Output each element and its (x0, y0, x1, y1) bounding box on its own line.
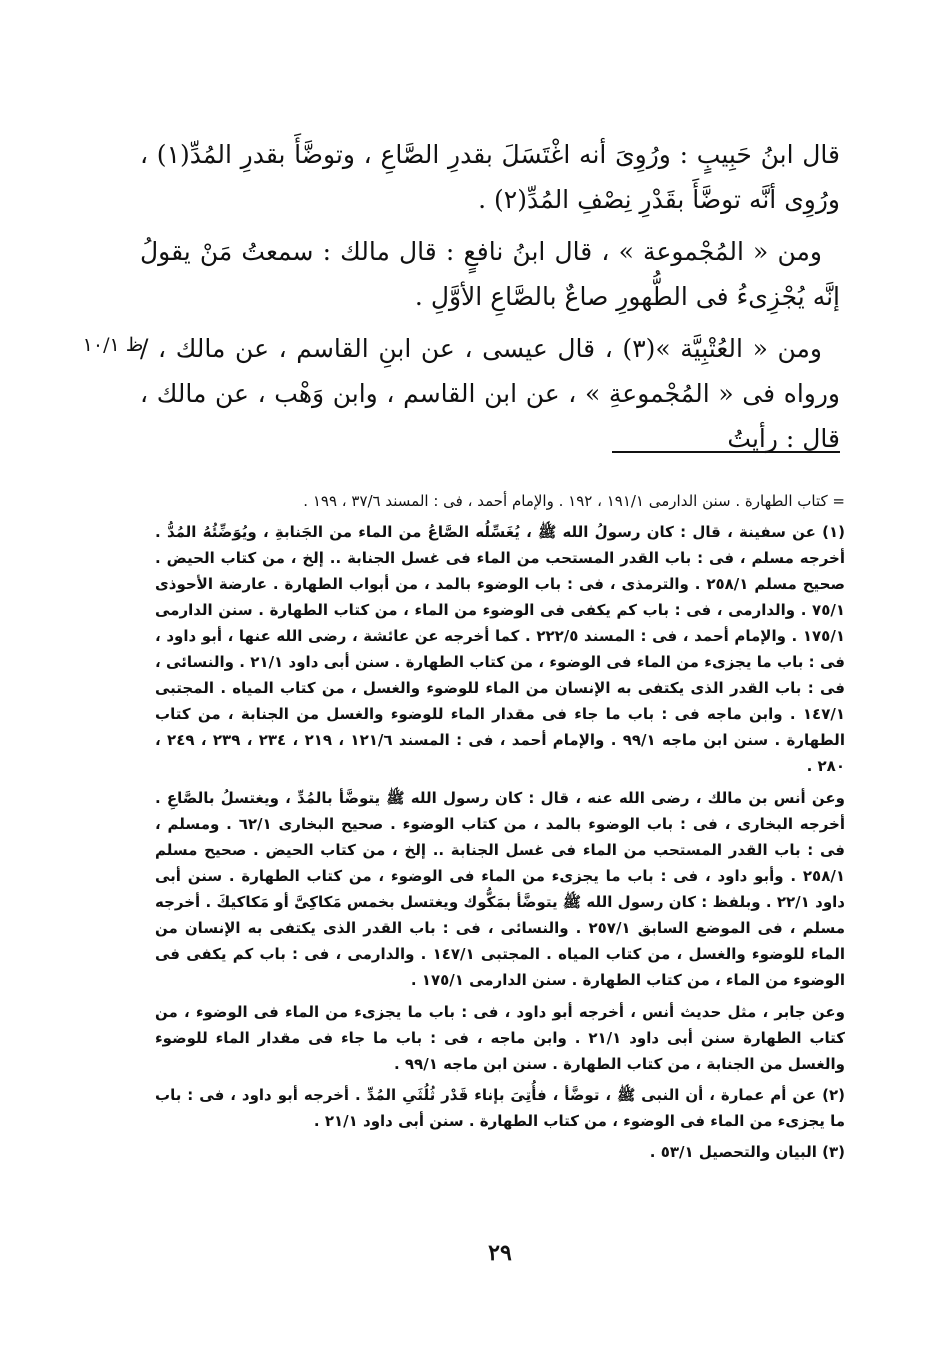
footnote-3: (٣) البيان والتحصيل ٥٣/١ . (649, 1143, 845, 1161)
footnote-1-jabir: وعن جابر ، مثل حديث أنس ، أخرجه أبو داود ، فى : باب ما يجزىء من الماء فى الوضوء ، من كتاب الطهارة سنن أبى داود ٢١/١ . وابن ماجه ، فى : باب ما جاء فى مقدار الماء للوضوء والغسل من الجنابة ، من كتاب الطهارة . سنن ابن ماجه ٩٩/١ . (155, 1003, 845, 1073)
footnote-1: (١) عن سفينة ، قال : كان رسولُ الله ﷺ ، يُغَسِّلُه الصَّاعُ من الماء من الجَنابةِ ، ويُوَضِّئُهُ المُدُّ . أخرجه مسلم ، فى : باب القدر المستحب من الماء فى غسل الجنابة .. إلخ ، من كتاب الحيض . صحيح مسلم ٢٥٨/١ . والترمذى ، فى : باب الوضوء بالمد ، من أبواب الطهارة . عارضة الأحوذى ٧٥/١ . والدارمى ، فى : باب كم يكفى فى الوضوء من الماء ، من كتاب الطهارة . سنن الدارمى ١٧٥/١ . والإمام أحمد ، فى : المسند ٢٢٢/٥ . كما أخرجه عن عائشة ، رضى الله عنها ، أبو داود ، فى : باب ما يجزىء من الماء فى الوضوء ، من كتاب الطهارة . سنن أبى داود ٢١/١ . والنسائى ، فى : باب القدر الذى يكتفى به الإنسان من الماء للوضوء والغسل ، من كتاب المياه . المجتبى ١٤٧/١ . وابن ماجه فى : باب ما جاء فى مقدار الماء للوضوء والغسل من الجنابة ، من كتاب الطهارة . سنن ابن ماجه ٩٩/١ . والإمام أحمد ، فى : المسند ١٢١/٦ ، ٢١٩ ، ٢٣٤ ، ٢٣٩ ، ٢٤٩ ، ٢٨٠ . (155, 523, 845, 775)
footnote-continuation: = كتاب الطهارة . سنن الدارمى ١٩١/١ ، ١٩٢ . والإمام أحمد ، فى : المسند ٣٧/٦ ، ١٩٩ . (303, 492, 845, 510)
page-number: ٢٩ (488, 1240, 512, 1266)
main-paragraph-3: ومن « العُتْبِيَّة »(٣) ، قال عيسى ، عن ابنِ القاسم ، عن مالك ، /ورواه فى « المُجْموعةِ » ، عن ابن القاسم ، وابن وَهْب ، عن مالك ، قال : رأيتُ (140, 334, 840, 453)
manuscript-folio-note: ظ ١٠/١ (82, 334, 144, 356)
footnotes-block (155, 488, 845, 1170)
footnote-1-anas: وعن أنس بن مالك ، رضى الله عنه ، قال : كان رسول الله ﷺ يتوضَّأ بالمُدِّ ، ويغتسلُ بالصَّاعِ . أخرجه البخارى ، فى : باب الوضوء بالمد ، من كتاب الوضوء . صحيح البخارى ٦٢/١ . ومسلم ، فى : باب القدر المستحب من الماء فى غسل الجنابة .. إلخ ، من كتاب الحيض . صحيح مسلم ٢٥٨/١ . وأبو داود ، فى : باب ما يجزىء من الماء فى الوضوء ، من كتاب الطهارة . سنن أبى داود ٢٢/١ . وبلفظ : كان رسول الله ﷺ يتوضَّأ بمَكُّوك ويغتسل بخمس مَكاكِىَّ أو مَكاكيكَ . أخرجه مسلم ، فى الموضع السابق ٢٥٧/١ . والنسائى ، فى : باب القدر الذى يكتفى به الإنسان من الماء للوضوء والغسل ، من كتاب المياه . المجتبى ١٤٧/١ . والدارمى ، فى : باب كم يكفى فى الوضوء من الماء ، من كتاب الطهارة . سنن الدارمى ١٧٥/١ . (155, 789, 846, 989)
footnote-2: (٢) عن أم عمارة ، أن النبى ﷺ ، توضَّأ ، فأُتِىَ بإناء قَدْر ثُلُثَىِ المُدِّ . أخرجه أبو داود ، فى : باب ما يجزىء من الماء فى الوضوء ، من كتاب الطهارة . سنن أبى داود ٢١/١ . (155, 1086, 845, 1130)
main-paragraph-1: قال ابنُ حَبِيبٍ : ورُوِىَ أنه اغْتَسَلَ بقدرِ الصَّاعِ ، وتوضَّأَ بقدرِ المُدِّ(١) ، ورُوِى أنَّه توضَّأَ بقَدْرِ نِصْفِ المُدِّ(٢) . (140, 140, 840, 214)
main-text-block (140, 132, 840, 468)
footnote-separator-rule (612, 451, 840, 453)
main-paragraph-2: ومن « المُجْموعة » ، قال ابنُ نافعٍ : قال مالك : سمعتُ مَنْ يقولُ إنَّه يُجْزِىءُ فى الطُّهورِ صاعٌ بالصَّاعِ الأوَّلِ . (140, 237, 840, 311)
